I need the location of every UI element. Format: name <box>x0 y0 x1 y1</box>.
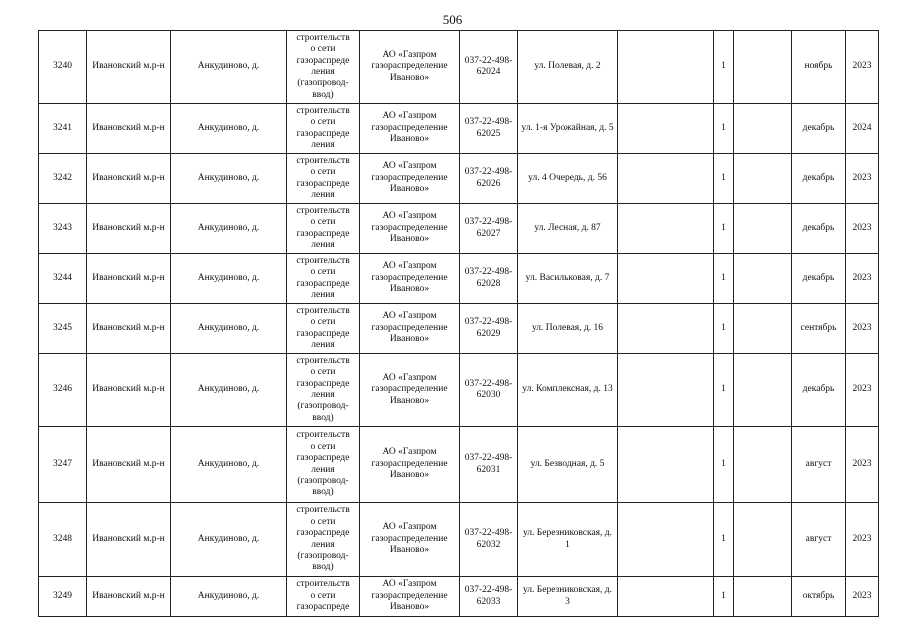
works-line: строительств <box>296 505 350 516</box>
row-number-cell: 3242 <box>39 154 87 204</box>
works-cell <box>287 304 360 354</box>
works-line: газораспреде <box>296 378 350 389</box>
empty-cell <box>734 577 792 617</box>
address-cell: ул. Комплексная, д. 13 <box>518 354 618 427</box>
organization-cell: АО «Газпром газораспределение Иваново» <box>360 577 460 617</box>
address-cell: ул. Васильковая, д. 7 <box>518 254 618 304</box>
empty-cell <box>618 104 714 154</box>
works-line: строительств <box>296 255 350 266</box>
district-cell: Ивановский м.р-н <box>87 154 171 204</box>
locality-cell: Анкудиново, д. <box>171 204 287 254</box>
works-line: о сети <box>310 317 336 328</box>
empty-cell <box>734 204 792 254</box>
organization-cell: АО «Газпром газораспределение Иваново» <box>360 503 460 577</box>
organization-cell: АО «Газпром газораспределение Иваново» <box>360 354 460 427</box>
works-line: ления <box>311 289 335 300</box>
month-cell: декабрь <box>792 204 846 254</box>
month-cell: август <box>792 427 846 503</box>
organization-cell: АО «Газпром газораспределение Иваново» <box>360 104 460 154</box>
year-cell: 2024 <box>846 104 879 154</box>
locality-cell: Анкудиново, д. <box>171 154 287 204</box>
table-row <box>39 154 879 204</box>
count-cell: 1 <box>714 154 734 204</box>
works-line: ввод) <box>312 89 334 100</box>
year-cell: 2023 <box>846 31 879 104</box>
works-line: газораспреде <box>296 178 350 189</box>
table-row <box>39 354 879 427</box>
organization-cell: АО «Газпром газораспределение Иваново» <box>360 154 460 204</box>
works-cell <box>287 503 360 577</box>
empty-cell <box>618 254 714 304</box>
object-code-cell: 037-22-498-62024 <box>460 31 518 104</box>
works-line: строительств <box>296 579 350 590</box>
works-line: строительств <box>296 105 350 116</box>
works-line: ввод) <box>312 487 334 498</box>
works-line: о сети <box>310 44 336 55</box>
count-cell: 1 <box>714 503 734 577</box>
row-number-cell: 3245 <box>39 304 87 354</box>
district-cell: Ивановский м.р-н <box>87 254 171 304</box>
table-row <box>39 104 879 154</box>
locality-cell: Анкудиново, д. <box>171 577 287 617</box>
works-cell <box>287 354 360 427</box>
object-code-cell: 037-22-498-62030 <box>460 354 518 427</box>
month-cell: декабрь <box>792 354 846 427</box>
district-cell: Ивановский м.р-н <box>87 304 171 354</box>
year-cell: 2023 <box>846 154 879 204</box>
works-line: (газопровод- <box>297 401 349 412</box>
address-cell: ул. 4 Очередь, д. 56 <box>518 154 618 204</box>
table-row <box>39 254 879 304</box>
works-cell <box>287 104 360 154</box>
table-row <box>39 304 879 354</box>
empty-cell <box>734 304 792 354</box>
count-cell: 1 <box>714 577 734 617</box>
organization-cell: АО «Газпром газораспределение Иваново» <box>360 304 460 354</box>
address-cell: ул. 1-я Урожайная, д. 5 <box>518 104 618 154</box>
year-cell: 2023 <box>846 254 879 304</box>
works-line: строительств <box>296 430 350 441</box>
month-cell: сентябрь <box>792 304 846 354</box>
locality-cell: Анкудиново, д. <box>171 31 287 104</box>
month-cell: декабрь <box>792 104 846 154</box>
works-line: газораспреде <box>296 528 350 539</box>
address-cell: ул. Безводная, д. 5 <box>518 427 618 503</box>
organization-cell: АО «Газпром газораспределение Иваново» <box>360 204 460 254</box>
district-cell: Ивановский м.р-н <box>87 104 171 154</box>
works-line: строительств <box>296 32 350 43</box>
empty-cell <box>734 427 792 503</box>
empty-cell <box>734 503 792 577</box>
row-number-cell: 3249 <box>39 577 87 617</box>
page-number: 506 <box>442 12 463 27</box>
works-line: газораспреде <box>296 328 350 339</box>
works-line: газораспреде <box>296 453 350 464</box>
table-row <box>39 31 879 104</box>
table-row <box>39 427 879 503</box>
row-number-cell: 3241 <box>39 104 87 154</box>
district-cell: Ивановский м.р-н <box>87 354 171 427</box>
empty-cell <box>734 104 792 154</box>
works-line: ления <box>311 339 335 350</box>
object-code-cell: 037-22-498-62033 <box>460 577 518 617</box>
month-cell: октябрь <box>792 577 846 617</box>
year-cell: 2023 <box>846 304 879 354</box>
table-row <box>39 503 879 577</box>
empty-cell <box>734 354 792 427</box>
year-cell: 2023 <box>846 204 879 254</box>
works-line: газораспреде <box>296 602 350 613</box>
count-cell: 1 <box>714 304 734 354</box>
works-line: строительств <box>296 355 350 366</box>
works-line: ления <box>311 139 335 150</box>
locality-cell: Анкудиново, д. <box>171 503 287 577</box>
row-number-cell: 3248 <box>39 503 87 577</box>
works-cell <box>287 427 360 503</box>
count-cell: 1 <box>714 31 734 104</box>
address-cell: ул. Березниковская, д. 3 <box>518 577 618 617</box>
works-line: ввод) <box>312 562 334 573</box>
works-line: о сети <box>310 441 336 452</box>
year-cell: 2023 <box>846 427 879 503</box>
organization-cell: АО «Газпром газораспределение Иваново» <box>360 254 460 304</box>
year-cell: 2023 <box>846 354 879 427</box>
organization-cell: АО «Газпром газораспределение Иваново» <box>360 427 460 503</box>
works-line: о сети <box>310 117 336 128</box>
works-line: ления <box>311 464 335 475</box>
empty-cell <box>734 154 792 204</box>
object-code-cell: 037-22-498-62028 <box>460 254 518 304</box>
works-line: газораспреде <box>296 55 350 66</box>
count-cell: 1 <box>714 354 734 427</box>
district-cell: Ивановский м.р-н <box>87 577 171 617</box>
count-cell: 1 <box>714 204 734 254</box>
row-number-cell: 3247 <box>39 427 87 503</box>
empty-cell <box>618 31 714 104</box>
works-line: (газопровод- <box>297 78 349 89</box>
object-code-cell: 037-22-498-62032 <box>460 503 518 577</box>
works-line: о сети <box>310 367 336 378</box>
object-code-cell: 037-22-498-62031 <box>460 427 518 503</box>
month-cell: декабрь <box>792 154 846 204</box>
address-cell: ул. Березниковская, д. 1 <box>518 503 618 577</box>
works-line: о сети <box>310 217 336 228</box>
table-row <box>39 204 879 254</box>
object-code-cell: 037-22-498-62029 <box>460 304 518 354</box>
works-cell <box>287 204 360 254</box>
empty-cell <box>618 154 714 204</box>
works-line: газораспреде <box>296 278 350 289</box>
works-line: газораспреде <box>296 228 350 239</box>
works-line: (газопровод- <box>297 550 349 561</box>
empty-cell <box>618 427 714 503</box>
address-cell: ул. Полевая, д. 2 <box>518 31 618 104</box>
works-line: строительств <box>296 305 350 316</box>
table-body <box>39 31 879 617</box>
works-line: строительств <box>296 205 350 216</box>
works-line: ввод) <box>312 412 334 423</box>
empty-cell <box>618 354 714 427</box>
works-line: ления <box>311 239 335 250</box>
locality-cell: Анкудиново, д. <box>171 354 287 427</box>
year-cell: 2023 <box>846 503 879 577</box>
empty-cell <box>618 503 714 577</box>
year-cell: 2023 <box>846 577 879 617</box>
empty-cell <box>734 31 792 104</box>
locality-cell: Анкудиново, д. <box>171 104 287 154</box>
works-cell <box>287 577 360 617</box>
organization-cell: АО «Газпром газораспределение Иваново» <box>360 31 460 104</box>
works-cell <box>287 31 360 104</box>
object-code-cell: 037-22-498-62025 <box>460 104 518 154</box>
works-line: ления <box>311 67 335 77</box>
district-cell: Ивановский м.р-н <box>87 204 171 254</box>
table-row <box>39 577 879 617</box>
row-number-cell: 3246 <box>39 354 87 427</box>
address-cell: ул. Лесная, д. 87 <box>518 204 618 254</box>
district-cell: Ивановский м.р-н <box>87 427 171 503</box>
empty-cell <box>618 577 714 617</box>
works-line: (газопровод- <box>297 475 349 486</box>
works-line: газораспреде <box>296 128 350 139</box>
works-line: о сети <box>310 267 336 278</box>
register-table <box>38 30 879 617</box>
month-cell: декабрь <box>792 254 846 304</box>
works-line: ления <box>311 189 335 200</box>
empty-cell <box>618 204 714 254</box>
district-cell: Ивановский м.р-н <box>87 503 171 577</box>
locality-cell: Анкудиново, д. <box>171 427 287 503</box>
month-cell: ноябрь <box>792 31 846 104</box>
works-line: ления <box>311 539 335 550</box>
row-number-cell: 3244 <box>39 254 87 304</box>
address-cell: ул. Полевая, д. 16 <box>518 304 618 354</box>
row-number-cell: 3240 <box>39 31 87 104</box>
locality-cell: Анкудиново, д. <box>171 254 287 304</box>
works-line: строительств <box>296 155 350 166</box>
district-cell: Ивановский м.р-н <box>87 31 171 104</box>
empty-cell <box>734 254 792 304</box>
works-cell <box>287 154 360 204</box>
object-code-cell: 037-22-498-62027 <box>460 204 518 254</box>
works-cell <box>287 254 360 304</box>
works-line: о сети <box>310 590 336 601</box>
count-cell: 1 <box>714 427 734 503</box>
locality-cell: Анкудиново, д. <box>171 304 287 354</box>
works-line: о сети <box>310 167 336 178</box>
object-code-cell: 037-22-498-62026 <box>460 154 518 204</box>
empty-cell <box>618 304 714 354</box>
works-line: ления <box>311 390 335 400</box>
row-number-cell: 3243 <box>39 204 87 254</box>
month-cell: август <box>792 503 846 577</box>
count-cell: 1 <box>714 254 734 304</box>
count-cell: 1 <box>714 104 734 154</box>
works-line: о сети <box>310 516 336 527</box>
